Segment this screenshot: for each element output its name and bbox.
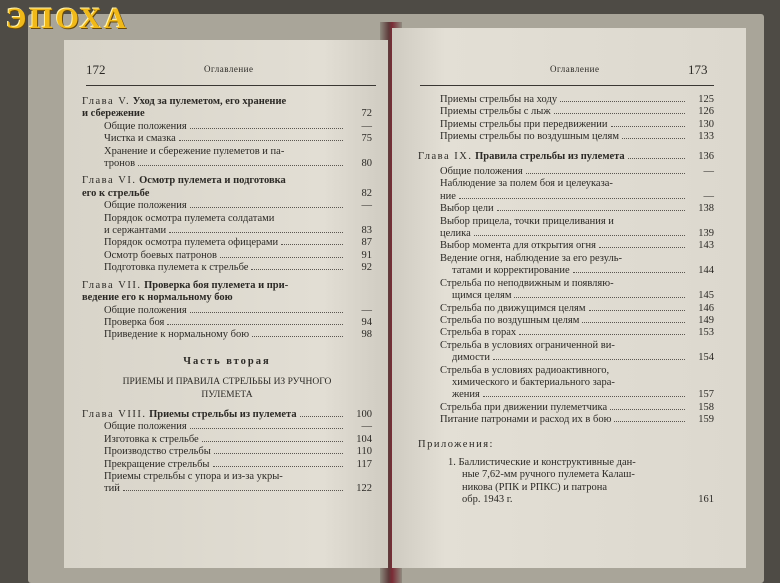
dot-leader [610,409,685,410]
toc-entry [82,421,372,433]
entry-page: 91 [361,249,372,261]
entry-title: Приемы стрельбы на ходу [440,94,558,105]
entry-title: Приемы стрельбы с упора и из-за укры- [104,470,283,482]
entry-title: Стрельба при движении пулеметчика [440,401,608,413]
entry-title: Подготовка пулемета к стрельбе [104,262,249,274]
dot-leader [459,198,685,199]
entry-title: Хранение и сбережение пулеметов и па- [104,145,285,157]
entry-title: Общие положения [104,120,187,132]
dot-leader [560,101,685,102]
entry-title: ние [440,190,456,202]
entry-page: 143 [698,240,714,252]
dot-leader [281,244,343,245]
toc-entry [418,377,714,389]
toc-entry [418,131,714,143]
dot-leader [169,232,343,233]
entry-page: 146 [698,302,714,314]
dot-leader [251,269,343,270]
toc-entry [82,200,372,212]
toc-entry [418,389,714,401]
entry-title: Общие положения [104,421,187,433]
entry-page: 159 [698,414,714,426]
entry-title: Проверка боя [104,316,165,328]
toc-entry [82,213,372,225]
entry-title: Питание патронами и расход их в бою [440,414,612,426]
toc-entry [418,178,714,190]
appendix-line: ные 7,62-мм ручного пулемета Калаш- [462,469,635,481]
entry-page: 122 [356,483,372,495]
dot-leader [622,138,685,139]
dot-leader [497,210,685,211]
entry-title: Общие положения [104,304,187,316]
entry-title: щимся целям [452,290,512,302]
toc-entry [418,340,714,352]
entry-title: Порядок осмотра пулемета солдатами [104,212,275,224]
toc-entry [82,146,372,158]
appendix-entry [418,457,714,494]
entry-page: 145 [698,290,714,302]
dot-leader [213,466,344,467]
entry-title: Ведение огня, наблюдение за его резуль- [440,252,623,264]
toc-entry [418,106,714,118]
toc-entry [418,166,714,178]
dot-leader [167,324,343,325]
toc-entry [418,119,714,131]
entry-title: Приемы стрельбы при передвижении [440,118,608,130]
dot-leader [123,490,343,491]
appendix-label: Приложения: [418,438,494,450]
toc-entry [418,265,714,277]
chapter9-items [418,166,714,427]
toc-entry [82,121,372,133]
toc-entry [418,365,714,377]
entry-title: Приведение к нормальному бою [104,329,250,341]
entry-page: 149 [698,314,714,326]
toc-entry [82,158,372,170]
toc-entry [418,253,714,265]
dot-leader [190,428,343,429]
dot-leader [483,396,685,397]
chapter7-items [82,305,372,342]
running-head: Оглавление [550,64,600,74]
toc-entry [82,317,372,329]
entry-title: Выбор прицела, точки прицеливания и [440,215,614,227]
entry-title: Приемы стрельбы по воздушным целям [440,131,619,143]
dot-leader [190,207,343,208]
entry-page: — [361,120,372,132]
chapter5-items [82,121,372,171]
entry-page: 138 [698,203,714,215]
page-number: 173 [688,62,708,77]
chapter6-items [82,200,372,274]
toc-entry [82,305,372,317]
entry-title: тронов [104,158,136,170]
entry-page: 125 [698,94,714,105]
toc-entry [418,94,714,106]
entry-page: — [361,304,372,316]
entry-page: 133 [698,131,714,143]
entry-title: Общие положения [440,166,523,178]
entry-title: Производство стрельбы [104,446,211,458]
entry-page: 154 [698,352,714,364]
entry-page: — [361,200,372,212]
dot-leader [514,297,685,298]
right-page [392,28,746,568]
toc-entry [418,278,714,290]
dot-leader [214,453,343,454]
entry-page: 126 [698,106,714,118]
toc-entry [82,459,372,471]
entry-page: 110 [356,446,372,458]
dot-leader [190,312,343,313]
toc-entry [418,315,714,327]
entry-page: 98 [361,329,372,341]
entry-title: жения [452,389,480,401]
entry-page: 144 [698,265,714,277]
dot-leader [589,310,685,311]
entry-page: — [361,421,372,433]
part-label: Часть вторая [183,355,271,367]
toc-entry [418,402,714,414]
entry-title: Осмотр боевых патронов [104,249,217,261]
dot-leader [493,359,685,360]
entry-title: Стрельба по движущимся целям [440,302,586,314]
entry-title: тий [104,483,120,495]
entry-title: Общие положения [104,200,187,212]
toc-entry [82,434,372,446]
header-rule [420,85,714,86]
entry-page: 83 [361,225,372,237]
entry-page: 157 [698,389,714,401]
toc-entry [418,240,714,252]
entry-title: Стрельба по воздушным целям [440,314,580,326]
dot-leader [190,128,343,129]
toc-entry [418,414,714,426]
part-title-cont: ПУЛЕМЕТА [201,389,253,400]
toc-entry [82,237,372,249]
entry-title: Стрельба в условиях радиоактивного, [440,364,610,376]
entry-page: 92 [361,262,372,274]
entry-page: — [703,190,714,202]
entry-page: 139 [698,228,714,240]
toc-entry [82,250,372,262]
entry-title: химического и бактериального зара- [452,376,615,388]
toc-entry [82,471,372,483]
entry-page: 130 [698,118,714,130]
entry-title: димости [452,352,490,364]
dot-leader [599,247,685,248]
dot-leader [614,421,685,422]
entry-page: 117 [356,458,372,470]
dot-leader [582,322,685,323]
entry-title: Порядок осмотра пулемета офицерами [104,237,279,249]
part-title: ПРИЕМЫ И ПРАВИЛА СТРЕЛЬБЫ ИЗ РУЧНОГО [122,377,332,388]
entry-title: Стрельба по неподвижным и появляю- [440,277,614,289]
entry-page: 75 [361,133,372,145]
chapter-heading-cont: ведение его к нормальному бою [82,292,233,304]
entry-title: Наблюдение за полем боя и целеуказа- [440,178,613,190]
entry-page: 94 [361,316,372,328]
toc-entry [82,329,372,341]
running-head: Оглавление [204,64,254,74]
toc-entry [82,225,372,237]
toc-entry [82,483,372,495]
entry-title: Чистка и смазка [104,133,176,145]
entry-title: Изготовка к стрельбе [104,433,199,445]
chapter-heading: Глава VI. Осмотр пулемета и подготовка [82,175,286,187]
chapter8-items [82,421,372,495]
toc-entry [82,262,372,274]
entry-title: Выбор момента для открытия огня [440,240,596,252]
toc-entry [82,446,372,458]
header-rule [86,85,376,86]
entry-page: 104 [356,433,372,445]
toc-entry [418,191,714,203]
dot-leader [474,235,685,236]
dot-leader [611,126,686,127]
toc-entry: обр. 1943 г. 161 [462,494,714,506]
dot-leader [554,113,685,114]
entry-title: Выбор цели [440,203,494,215]
toc-entry [418,303,714,315]
entry-title: Приемы стрельбы с лыж [440,106,551,118]
section-items [418,94,714,144]
toc-entry [418,228,714,240]
entry-title: и сержантами [104,225,167,237]
dot-leader [252,336,343,337]
left-toc [82,96,372,496]
entry-title: целика [440,228,471,240]
entry-page: 158 [698,401,714,413]
chapter-heading: Глава V. Уход за пулеметом, его хранение [82,96,287,107]
toc-entry [418,352,714,364]
toc-entry [418,290,714,302]
dot-leader [138,165,343,166]
dot-leader [220,257,343,258]
entry-page: 153 [698,327,714,339]
toc-entry [418,327,714,339]
entry-page: 80 [361,158,372,170]
chapter-heading-cont: и сбережение 72 [82,108,372,120]
left-page [64,40,388,568]
toc-entry [418,216,714,228]
entry-title: Стрельба в горах [440,327,517,339]
appendix-line: никова (РПК и РПКС) и патрона [462,481,607,493]
right-toc [418,94,714,507]
dot-leader [526,173,685,174]
dot-leader [202,441,343,442]
entry-page: — [703,166,714,178]
watermark-logo: ЭПОХА [6,2,130,35]
chapter-heading-cont: его к стрельбе 82 [82,187,372,199]
chapter-heading: Глава VIII. Приемы стрельбы из пулемета 100 [82,408,372,420]
entry-page: 87 [361,237,372,249]
dot-leader [573,272,685,273]
dot-leader [179,140,343,141]
toc-entry [82,133,372,145]
chapter-heading: Глава VII. Проверка боя пулемета и при- [82,279,289,291]
page-number: 172 [86,62,106,77]
entry-title: Стрельба в условиях ограниченной ви- [440,339,615,351]
dot-leader [519,334,685,335]
appendix-line: 1. Баллистические и конструктивные дан- [448,456,636,468]
chapter-heading: Глава IX. Правила стрельбы из пулемета 136 [418,150,714,162]
toc-entry [418,203,714,215]
entry-title: Прекращение стрельбы [104,458,210,470]
entry-title: татами и корректирование [452,265,570,277]
